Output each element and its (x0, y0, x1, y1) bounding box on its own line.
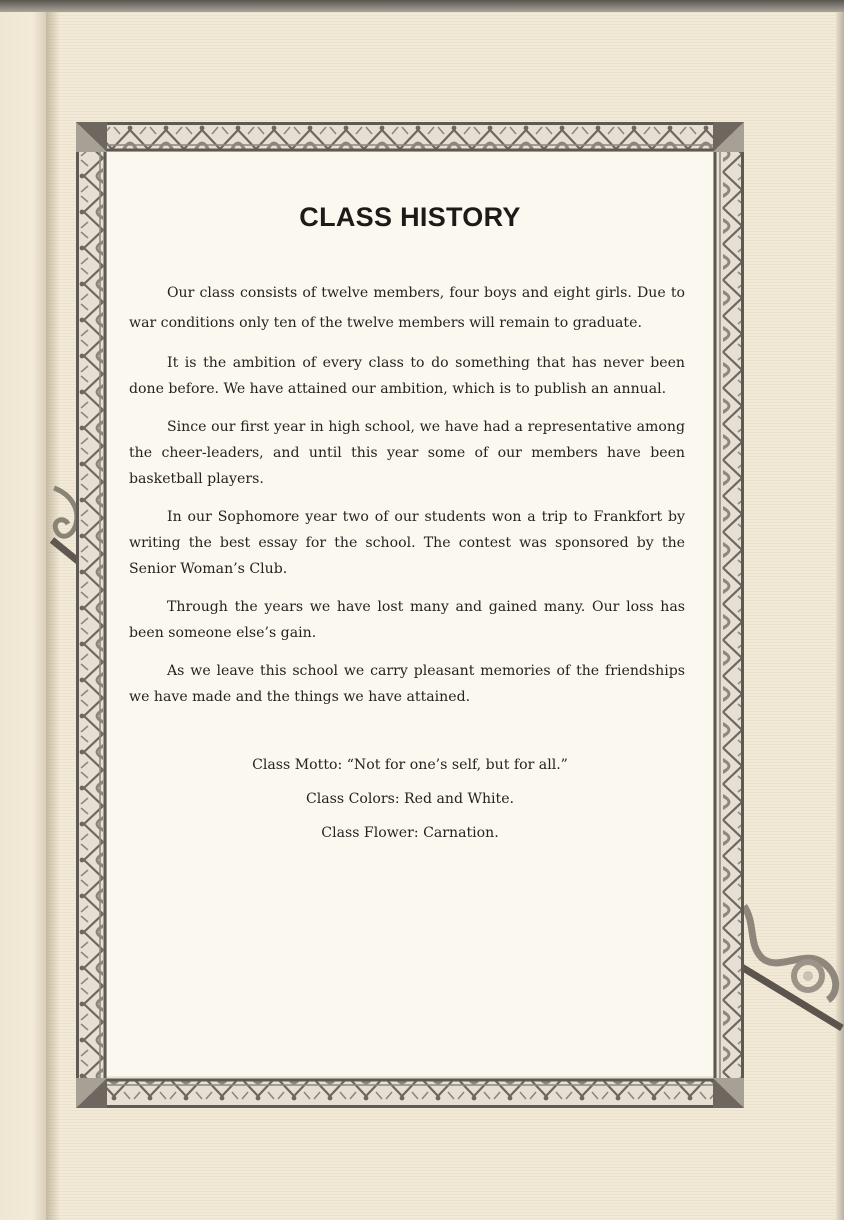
page-right-edge (836, 12, 844, 1220)
paragraph-cheerleaders: Since our first year in high school, we have had a representative among the cheer-leaders, and until this year some of our members have been basketball players. (129, 419, 685, 487)
class-motto: Class Motto: “Not for one’s self, but for all.” (252, 757, 568, 773)
right-scroll-ornament-icon (738, 900, 844, 1034)
facing-page-edge (0, 12, 46, 1220)
paragraph-loss-and-gain: Through the years we have lost many and gained many. Our loss has been someone else’s gain. (129, 599, 685, 641)
page-title: CLASS HISTORY (299, 202, 521, 232)
paragraph-sophomore-year: In our Sophomore year two of our students won a trip to Frankfort by writing the best essay for the school. The contest was sponsored by the Senior Woman’s Club. (129, 509, 685, 577)
class-colors: Class Colors: Red and White. (305, 791, 515, 807)
gutter-shadow (46, 12, 60, 1220)
paragraph-memories: As we leave this school we carry pleasant memories of the friendships we have made and the things we have attained. (129, 663, 685, 705)
history-text (129, 278, 685, 722)
class-flower: Class Flower: Carnation. (321, 825, 499, 841)
paragraph-ambition: It is the ambition of every class to do something that has never been done before. We have attained our ambition, which is to publish an annual. (129, 355, 685, 397)
paragraph-class-members: Our class consists of twelve members, four boys and eight girls. Due to war conditions only ten of the twelve members will remain to graduate. (129, 285, 685, 331)
page-top-edge (0, 0, 844, 12)
